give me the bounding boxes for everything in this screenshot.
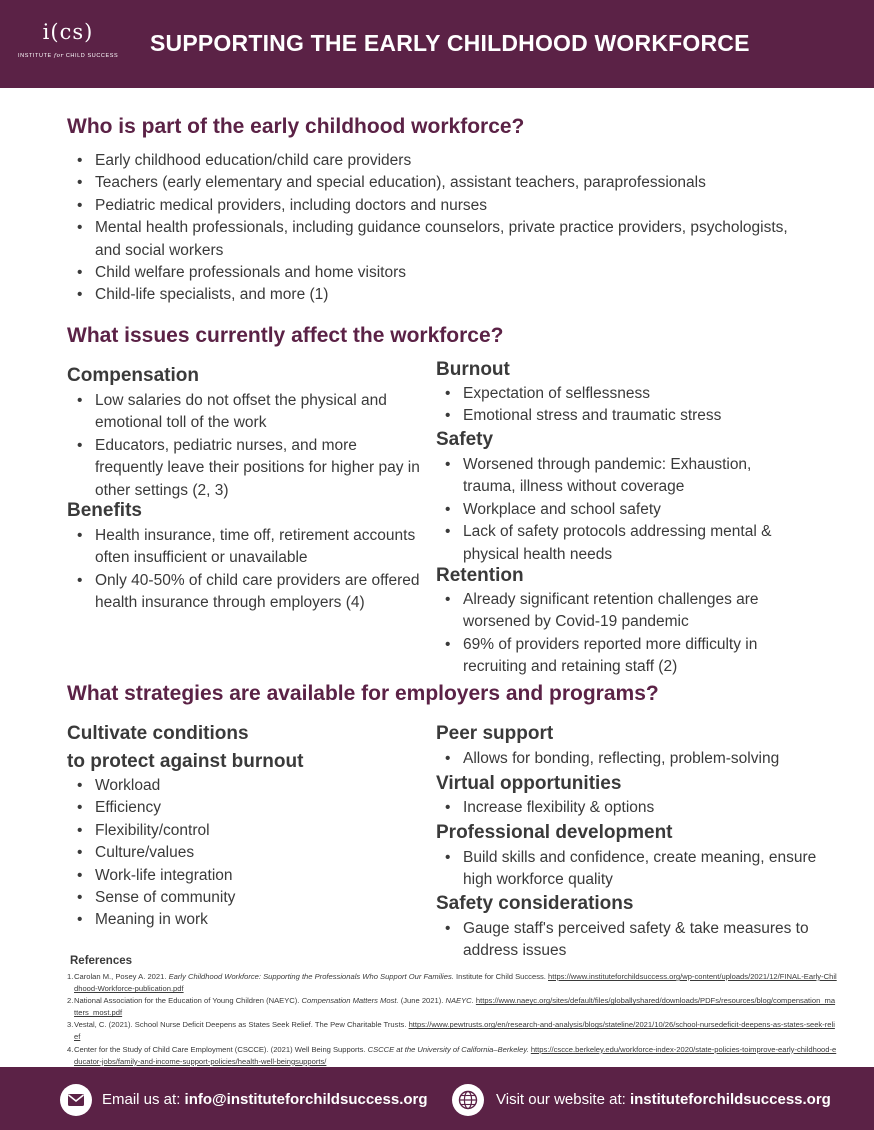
- list-item: • Educators, pediatric nurses, and more frequently leave their positions for higher pay in other settings (2, 3): [68, 435, 428, 502]
- website-label: Visit our website at:: [496, 1091, 630, 1108]
- who-list: [68, 150, 788, 307]
- reference-number: 4.: [67, 1044, 74, 1054]
- list-item: • Meaning in work: [68, 909, 408, 931]
- compensation-list: [68, 390, 428, 502]
- list-item: • Gauge staff's perceived safety & take measures to address issues: [436, 918, 846, 963]
- reference-item: [67, 1044, 837, 1068]
- list-item: • Flexibility/control: [68, 820, 408, 842]
- list-item: • Workload: [68, 775, 408, 797]
- peer-support-heading: Peer support: [436, 723, 554, 744]
- virtual-list: [436, 797, 836, 819]
- website-contact: [496, 1091, 831, 1108]
- reference-text: (June 2021).: [398, 996, 446, 1006]
- burnout-list: [436, 383, 796, 428]
- email-link[interactable]: info@instituteforchildsuccess.org: [184, 1091, 428, 1108]
- references-heading: References: [70, 955, 133, 967]
- list-item: • 69% of providers reported more difficulty in recruiting and retaining staff (2): [436, 634, 796, 679]
- reference-link[interactable]: https://www.pewtrusts.org/en/research-and-analysis/blogs/stateline/2021/10/26/school-nursedeficit-deepens-as-states-seek-relief: [74, 1020, 835, 1042]
- references-list: [67, 971, 837, 1068]
- reference-number: 3.: [67, 1020, 74, 1030]
- email-contact: [102, 1091, 428, 1108]
- list-item: • Early childhood education/child care providers: [68, 150, 788, 172]
- reference-text: National Association for the Education of Young Children (NAEYC).: [74, 996, 302, 1006]
- list-item: • Pediatric medical providers, including doctors and nurses: [68, 195, 788, 217]
- retention-list: [436, 589, 796, 679]
- reference-text: Center for the Study of Child Care Employment (CSCCE). (2021) Well Being Supports.: [74, 1044, 368, 1054]
- list-item: • Workplace and school safety: [436, 499, 796, 521]
- list-item: • Mental health professionals, including guidance counselors, private practice providers, psychologists, and social workers: [68, 217, 788, 262]
- compensation-heading: Compensation: [67, 365, 199, 386]
- page-title: SUPPORTING THE EARLY CHILDHOOD WORKFORCE: [150, 30, 750, 56]
- burnout-heading: Burnout: [436, 359, 510, 380]
- safety-heading: Safety: [436, 429, 494, 450]
- list-item: • Worsened through pandemic: Exhaustion, trauma, illness without coverage: [436, 454, 796, 499]
- virtual-heading: Virtual opportunities: [436, 773, 622, 794]
- logo: [18, 20, 118, 59]
- header-banner: [0, 0, 874, 88]
- reference-link[interactable]: https://www.instituteforchildsuccess.org/wp-content/uploads/2021/12/FINAL-Early-Childhood-Workforce-publication.pdf: [74, 972, 837, 994]
- safety-considerations-heading: Safety considerations: [436, 893, 634, 914]
- reference-title: Early Childhood Workforce: Supporting the Professionals Who Support Our Families.: [168, 972, 454, 981]
- envelope-icon: [60, 1084, 92, 1116]
- reference-item: [67, 1019, 837, 1043]
- list-item: • Culture/values: [68, 842, 408, 864]
- reference-number: 2.: [67, 996, 74, 1006]
- list-item: • Health insurance, time off, retirement accounts often insufficient or unavailable: [68, 525, 428, 570]
- reference-text: Vestal, C. (2021). School Nurse Deficit Deepens as States Seek Relief. The Pew Charitable Trusts.: [74, 1020, 409, 1030]
- list-item: • Teachers (early elementary and special education), assistant teachers, paraprofessionals: [68, 172, 788, 194]
- logo-sub-post: CHILD SUCCESS: [63, 53, 119, 59]
- list-item: • Expectation of selflessness: [436, 383, 796, 405]
- email-label: Email us at:: [102, 1091, 185, 1108]
- list-item: • Child-life specialists, and more (1): [68, 284, 788, 306]
- benefits-heading: Benefits: [67, 500, 142, 521]
- reference-link[interactable]: https://cscce.berkeley.edu/workforce-index-2020/state-policies-toimprove-early-childhood-educator-jobs/family-and-income-support-policies/health-well-beingsupports/: [74, 1044, 837, 1066]
- reference-title: CSCCE at the University of California–Berkeley.: [367, 1044, 529, 1054]
- reference-link[interactable]: https://www.naeyc.org/sites/default/files/globallyshared/downloads/PDFs/resources/blog/compensation_matters_most.pdf: [74, 996, 836, 1018]
- retention-heading: Retention: [436, 565, 524, 586]
- list-item: • Only 40-50% of child care providers are offered health insurance through employers (4): [68, 570, 428, 615]
- peer-support-list: [436, 748, 836, 770]
- list-item: • Allows for bonding, reflecting, problem-solving: [436, 748, 836, 770]
- list-item: • Efficiency: [68, 797, 408, 819]
- safety-considerations-list: [436, 918, 846, 963]
- benefits-list: [68, 525, 428, 615]
- list-item: • Emotional stress and traumatic stress: [436, 405, 796, 427]
- safety-list: [436, 454, 796, 566]
- logo-sub-for: for: [53, 53, 64, 59]
- reference-text: Carolan M., Posey A. 2021.: [74, 972, 169, 981]
- list-item: • Child welfare professionals and home visitors: [68, 262, 788, 284]
- professional-list: [436, 847, 846, 892]
- logo-mark: i(cs): [42, 20, 94, 44]
- cultivate-heading-line2: to protect against burnout: [67, 751, 304, 772]
- logo-sub-pre: INSTITUTE: [18, 53, 54, 59]
- list-item: • Work-life integration: [68, 865, 408, 887]
- list-item: • Increase flexibility & options: [436, 797, 836, 819]
- reference-text: Institute for Child Success.: [453, 972, 549, 981]
- list-item: • Lack of safety protocols addressing mental & physical health needs: [436, 521, 796, 566]
- strategies-heading: What strategies are available for employers and programs?: [67, 682, 659, 705]
- reference-item: [67, 995, 837, 1019]
- list-item: • Already significant retention challenges are worsened by Covid-19 pandemic: [436, 589, 796, 634]
- website-link[interactable]: instituteforchildsuccess.org: [629, 1091, 831, 1108]
- reference-number: 1.: [67, 972, 74, 981]
- cultivate-heading-line1: Cultivate conditions: [67, 723, 249, 744]
- reference-title: NAEYC.: [445, 996, 474, 1006]
- cultivate-list: [68, 775, 408, 932]
- professional-heading: Professional development: [436, 822, 673, 843]
- list-item: • Low salaries do not offset the physical and emotional toll of the work: [68, 390, 428, 435]
- globe-icon: [452, 1084, 484, 1116]
- logo-subtitle: [18, 53, 118, 59]
- list-item: • Sense of community: [68, 887, 408, 909]
- footer-banner: [0, 1067, 874, 1130]
- list-item: • Build skills and confidence, create meaning, ensure high workforce quality: [436, 847, 846, 892]
- reference-item: [67, 971, 837, 995]
- reference-title: Compensation Matters Most.: [301, 996, 399, 1006]
- issues-heading: What issues currently affect the workforce?: [67, 324, 504, 347]
- who-heading: Who is part of the early childhood workforce?: [67, 115, 525, 138]
